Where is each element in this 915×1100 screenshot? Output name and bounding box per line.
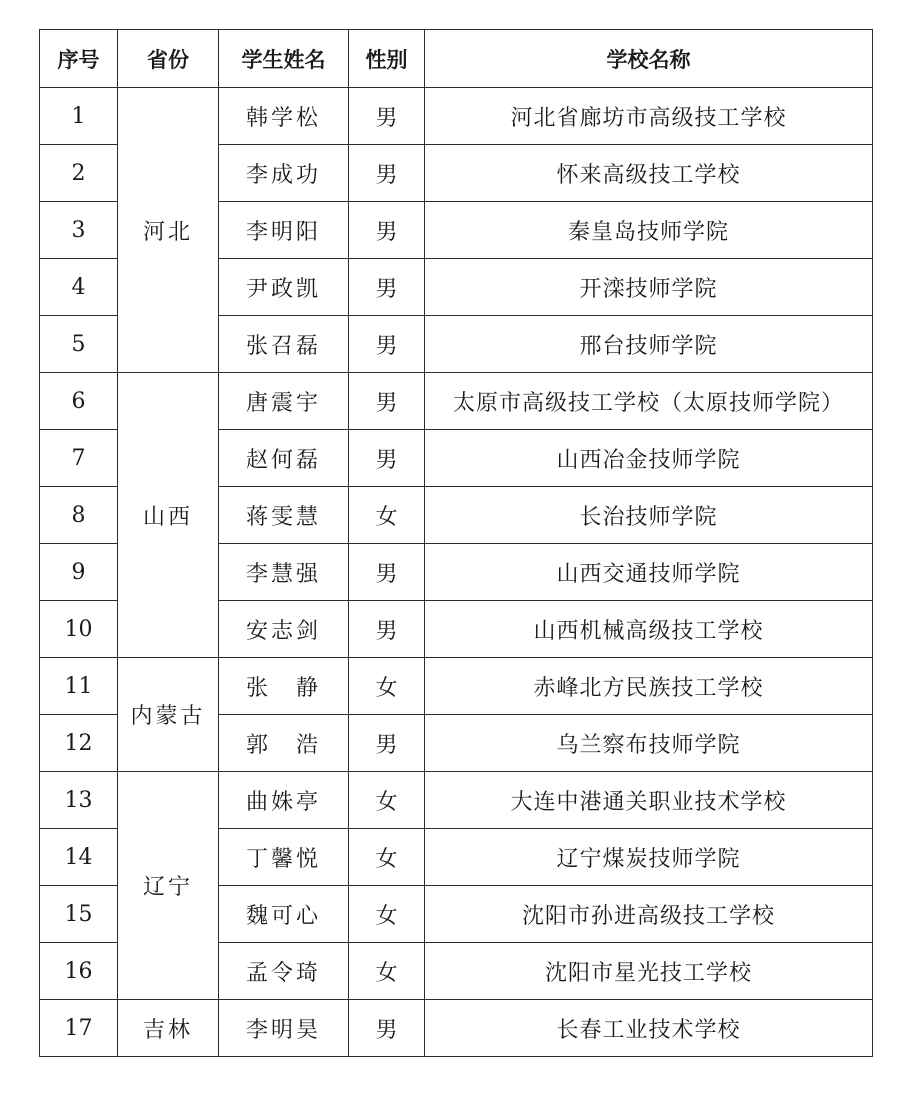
header-no: 序号 — [40, 30, 118, 88]
table-row — [40, 1000, 873, 1057]
cell-student-name: 丁馨悦 — [219, 829, 349, 886]
cell-no: 7 — [40, 430, 118, 487]
student-roster-table — [39, 29, 873, 1057]
cell-gender: 男 — [349, 202, 425, 259]
cell-student-name: 李明阳 — [219, 202, 349, 259]
table-row — [40, 88, 873, 145]
cell-no: 8 — [40, 487, 118, 544]
cell-student-name: 尹政凯 — [219, 259, 349, 316]
cell-student-name: 张 静 — [219, 658, 349, 715]
header-row — [40, 30, 873, 88]
cell-student-name: 魏可心 — [219, 886, 349, 943]
cell-student-name: 唐震宇 — [219, 373, 349, 430]
header-gender: 性别 — [349, 30, 425, 88]
cell-no: 17 — [40, 1000, 118, 1057]
cell-school: 沈阳市孙进高级技工学校 — [425, 886, 873, 943]
cell-gender: 男 — [349, 373, 425, 430]
cell-gender: 男 — [349, 88, 425, 145]
cell-school: 山西交通技师学院 — [425, 544, 873, 601]
header-name: 学生姓名 — [219, 30, 349, 88]
table-body — [40, 88, 873, 1057]
cell-no: 15 — [40, 886, 118, 943]
cell-province: 辽宁 — [118, 772, 219, 1000]
cell-province: 山西 — [118, 373, 219, 658]
cell-student-name: 赵何磊 — [219, 430, 349, 487]
cell-no: 1 — [40, 88, 118, 145]
cell-school: 山西冶金技师学院 — [425, 430, 873, 487]
cell-student-name: 郭 浩 — [219, 715, 349, 772]
cell-gender: 女 — [349, 886, 425, 943]
cell-gender: 女 — [349, 487, 425, 544]
cell-gender: 女 — [349, 829, 425, 886]
cell-no: 14 — [40, 829, 118, 886]
cell-no: 2 — [40, 145, 118, 202]
cell-province: 河北 — [118, 88, 219, 373]
cell-no: 13 — [40, 772, 118, 829]
table-row — [40, 658, 873, 715]
cell-no: 9 — [40, 544, 118, 601]
cell-province: 吉林 — [118, 1000, 219, 1057]
table-row — [40, 772, 873, 829]
cell-school: 河北省廊坊市高级技工学校 — [425, 88, 873, 145]
cell-no: 12 — [40, 715, 118, 772]
cell-school: 乌兰察布技师学院 — [425, 715, 873, 772]
cell-school: 辽宁煤炭技师学院 — [425, 829, 873, 886]
cell-no: 11 — [40, 658, 118, 715]
table-row — [40, 373, 873, 430]
cell-school: 太原市高级技工学校（太原技师学院） — [425, 373, 873, 430]
cell-no: 16 — [40, 943, 118, 1000]
cell-student-name: 安志剑 — [219, 601, 349, 658]
cell-school: 沈阳市星光技工学校 — [425, 943, 873, 1000]
cell-gender: 男 — [349, 145, 425, 202]
cell-school: 山西机械高级技工学校 — [425, 601, 873, 658]
cell-gender: 男 — [349, 1000, 425, 1057]
cell-no: 4 — [40, 259, 118, 316]
cell-student-name: 张召磊 — [219, 316, 349, 373]
cell-no: 6 — [40, 373, 118, 430]
table-header — [40, 30, 873, 88]
cell-no: 3 — [40, 202, 118, 259]
cell-student-name: 李明昊 — [219, 1000, 349, 1057]
cell-gender: 男 — [349, 430, 425, 487]
cell-student-name: 蒋雯慧 — [219, 487, 349, 544]
cell-student-name: 孟令琦 — [219, 943, 349, 1000]
cell-school: 开滦技师学院 — [425, 259, 873, 316]
cell-school: 怀来高级技工学校 — [425, 145, 873, 202]
cell-gender: 男 — [349, 715, 425, 772]
cell-gender: 女 — [349, 658, 425, 715]
cell-student-name: 李成功 — [219, 145, 349, 202]
cell-gender: 男 — [349, 544, 425, 601]
header-province: 省份 — [118, 30, 219, 88]
cell-school: 大连中港通关职业技术学校 — [425, 772, 873, 829]
cell-gender: 男 — [349, 601, 425, 658]
cell-school: 长春工业技术学校 — [425, 1000, 873, 1057]
cell-school: 秦皇岛技师学院 — [425, 202, 873, 259]
cell-gender: 男 — [349, 259, 425, 316]
cell-gender: 女 — [349, 772, 425, 829]
cell-student-name: 曲姝亭 — [219, 772, 349, 829]
cell-province: 内蒙古 — [118, 658, 219, 772]
cell-student-name: 韩学松 — [219, 88, 349, 145]
cell-school: 长治技师学院 — [425, 487, 873, 544]
cell-no: 5 — [40, 316, 118, 373]
cell-school: 赤峰北方民族技工学校 — [425, 658, 873, 715]
header-school: 学校名称 — [425, 30, 873, 88]
cell-student-name: 李慧强 — [219, 544, 349, 601]
cell-gender: 女 — [349, 943, 425, 1000]
cell-no: 10 — [40, 601, 118, 658]
cell-gender: 男 — [349, 316, 425, 373]
cell-school: 邢台技师学院 — [425, 316, 873, 373]
